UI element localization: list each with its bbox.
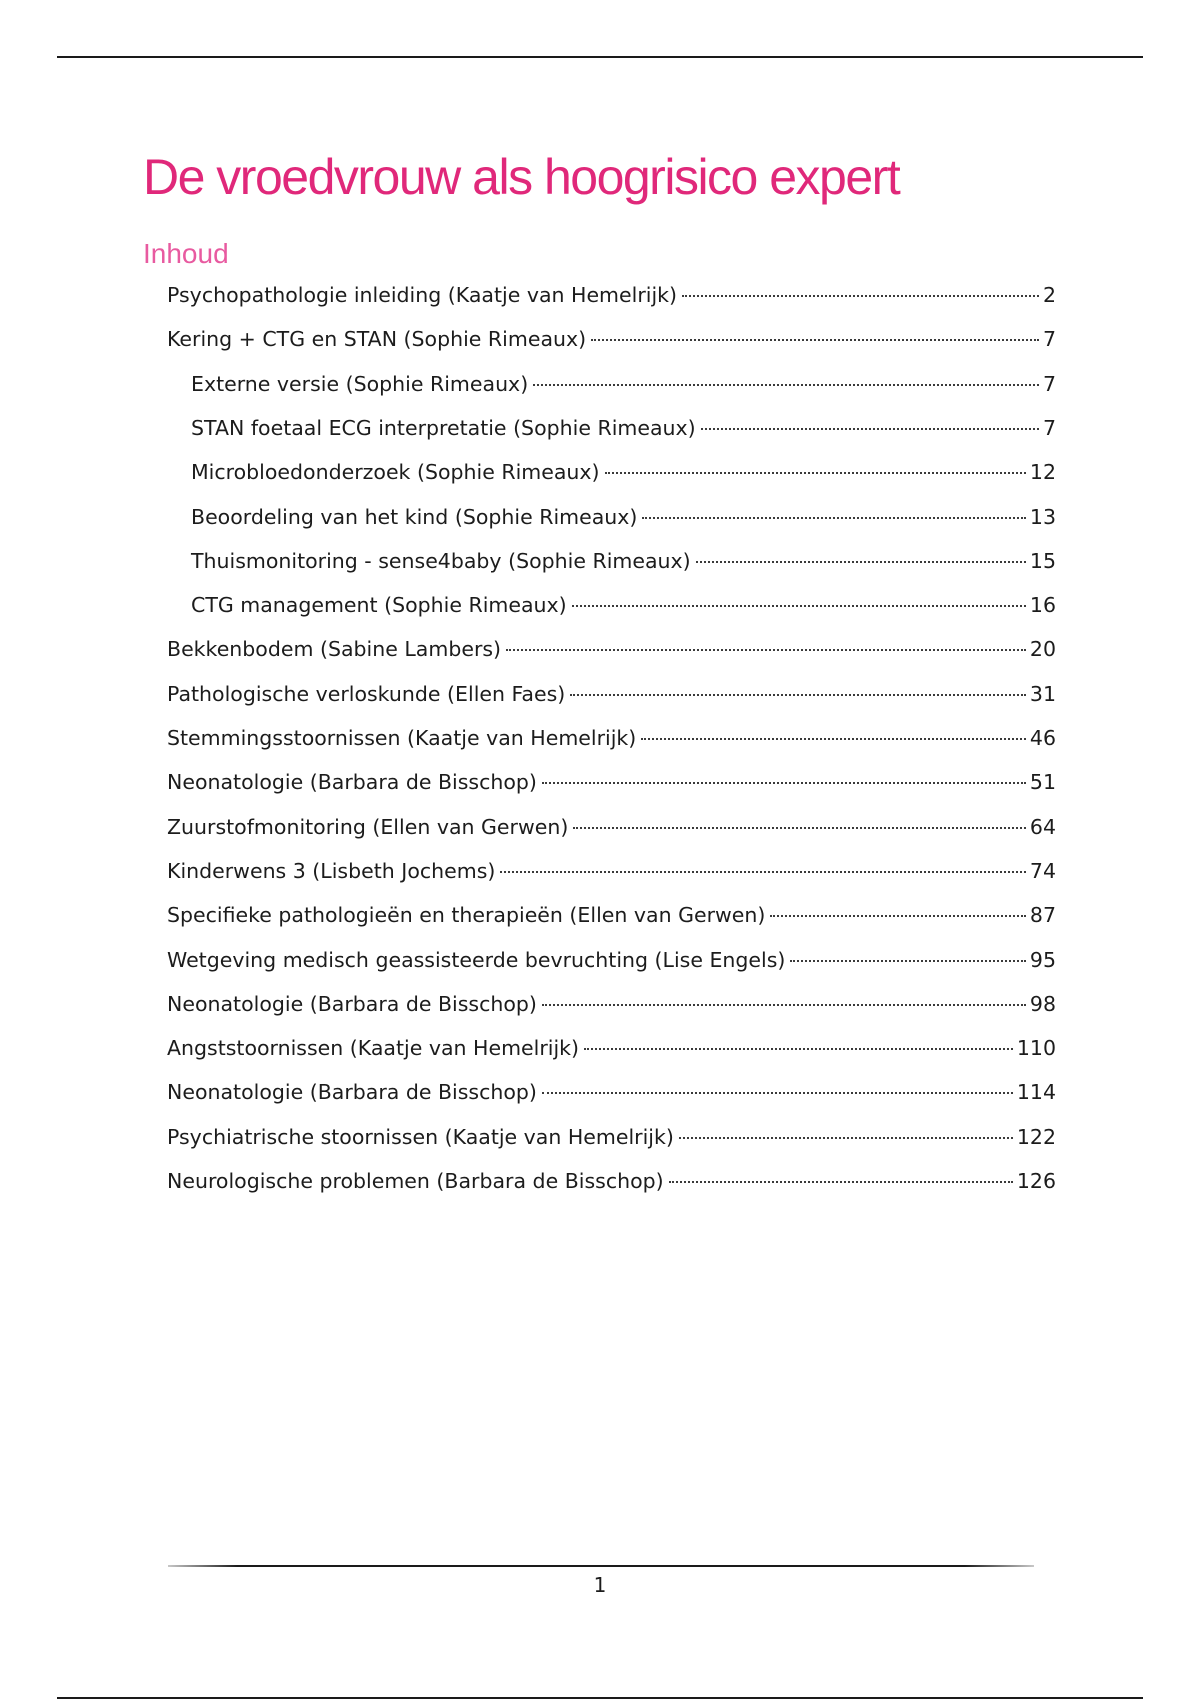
toc-entry-title: Bekkenbodem (Sabine Lambers) [167, 637, 502, 661]
toc-entry-title: Neonatologie (Barbara de Bisschop) [167, 992, 537, 1016]
toc-entry[interactable] [191, 413, 1056, 443]
toc-entry-page: 12 [1029, 460, 1056, 484]
toc-entry-page: 20 [1029, 637, 1056, 661]
toc-entry-page: 51 [1029, 770, 1056, 794]
toc-dot-leader [669, 1181, 1013, 1183]
toc-dot-leader [696, 561, 1026, 563]
page-number: 1 [593, 1573, 607, 1597]
toc-entry-page: 126 [1016, 1169, 1056, 1193]
toc-entry-title: Zuurstofmonitoring (Ellen van Gerwen) [167, 815, 569, 839]
toc-dot-leader [679, 1137, 1013, 1139]
toc-entry[interactable] [167, 856, 1056, 886]
toc-entry-title: Neurologische problemen (Barbara de Bisschop) [167, 1169, 664, 1193]
toc-entry-title: Pathologische verloskunde (Ellen Faes) [167, 682, 566, 706]
toc-entry-title: Beoordeling van het kind (Sophie Rimeaux) [191, 505, 638, 529]
toc-dot-leader [605, 472, 1026, 474]
toc-entry-page: 15 [1029, 549, 1056, 573]
toc-dot-leader [770, 915, 1026, 917]
toc-entry[interactable] [167, 1077, 1056, 1107]
toc-entry[interactable] [191, 502, 1056, 532]
page-top-border [57, 56, 1143, 58]
toc-entry-page: 7 [1042, 372, 1056, 396]
toc-entry[interactable] [167, 989, 1056, 1019]
toc-entry-page: 87 [1029, 903, 1056, 927]
toc-entry[interactable] [167, 767, 1056, 797]
toc-entry-title: Microbloedonderzoek (Sophie Rimeaux) [191, 460, 600, 484]
toc-entry-page: 110 [1016, 1036, 1056, 1060]
toc-entry-page: 64 [1029, 815, 1056, 839]
toc-entry[interactable] [167, 679, 1056, 709]
toc-dot-leader [500, 871, 1026, 873]
toc-entry[interactable] [167, 945, 1056, 975]
toc-heading: Inhoud [143, 238, 229, 269]
footer-divider [168, 1565, 1034, 1567]
toc-dot-leader [506, 649, 1026, 651]
toc-entry-page: 2 [1042, 283, 1056, 307]
toc-entry-title: Kering + CTG en STAN (Sophie Rimeaux) [167, 327, 587, 351]
toc-entry[interactable] [191, 590, 1056, 620]
document-title: De vroedvrouw als hoogrisico expert [143, 149, 900, 205]
toc-entry-page: 114 [1016, 1080, 1056, 1104]
toc-entry[interactable] [167, 1122, 1056, 1152]
toc-dot-leader [591, 339, 1039, 341]
toc-dot-leader [573, 827, 1026, 829]
toc-entry[interactable] [167, 280, 1056, 310]
toc-entry[interactable] [167, 812, 1056, 842]
toc-entry-title: Angststoornissen (Kaatje van Hemelrijk) [167, 1036, 580, 1060]
toc-entry-title: Kinderwens 3 (Lisbeth Jochems) [167, 859, 496, 883]
toc-dot-leader [682, 295, 1039, 297]
toc-entry-page: 74 [1029, 859, 1056, 883]
toc-entry-title: Externe versie (Sophie Rimeaux) [191, 372, 529, 396]
toc-entry-page: 7 [1042, 416, 1056, 440]
toc-entry-page: 122 [1016, 1125, 1056, 1149]
toc-entry-title: Psychopathologie inleiding (Kaatje van Hemelrijk) [167, 283, 678, 307]
toc-dot-leader [570, 694, 1026, 696]
toc-entry-page: 46 [1029, 726, 1056, 750]
toc-entry-page: 16 [1029, 593, 1056, 617]
toc-dot-leader [642, 517, 1026, 519]
toc-dot-leader [790, 960, 1026, 962]
toc-entry[interactable] [167, 1033, 1056, 1063]
toc-dot-leader [701, 428, 1039, 430]
toc-entry-title: Neonatologie (Barbara de Bisschop) [167, 1080, 537, 1104]
toc-entry[interactable] [167, 723, 1056, 753]
toc-dot-leader [542, 1092, 1013, 1094]
toc-entry-page: 13 [1029, 505, 1056, 529]
toc-dot-leader [641, 738, 1026, 740]
toc-dot-leader [542, 782, 1026, 784]
toc-dot-leader [572, 605, 1026, 607]
toc-entry-title: Neonatologie (Barbara de Bisschop) [167, 770, 537, 794]
toc-entry[interactable] [167, 324, 1056, 354]
toc-entry[interactable] [167, 1166, 1056, 1196]
toc-entry[interactable] [191, 369, 1056, 399]
toc-entry[interactable] [167, 900, 1056, 930]
toc-entry-title: Psychiatrische stoornissen (Kaatje van Hemelrijk) [167, 1125, 674, 1149]
toc-entry-title: CTG management (Sophie Rimeaux) [191, 593, 567, 617]
toc-entry-page: 95 [1029, 948, 1056, 972]
toc-entry-title: Thuismonitoring - sense4baby (Sophie Rimeaux) [191, 549, 691, 573]
toc-entry[interactable] [167, 634, 1056, 664]
toc-entry[interactable] [191, 546, 1056, 576]
page-bottom-border [57, 1697, 1143, 1699]
toc-entry-title: Specifieke pathologieën en therapieën (Ellen van Gerwen) [167, 903, 766, 927]
toc-dot-leader [533, 384, 1039, 386]
toc-entry[interactable] [191, 457, 1056, 487]
toc-entry-title: Wetgeving medisch geassisteerde bevruchting (Lise Engels) [167, 948, 786, 972]
toc-dot-leader [584, 1048, 1013, 1050]
toc-entry-page: 98 [1029, 992, 1056, 1016]
toc-dot-leader [542, 1004, 1026, 1006]
toc-entry-page: 31 [1029, 682, 1056, 706]
toc-entry-page: 7 [1042, 327, 1056, 351]
toc-entry-title: Stemmingsstoornissen (Kaatje van Hemelrijk) [167, 726, 637, 750]
toc-entry-title: STAN foetaal ECG interpretatie (Sophie Rimeaux) [191, 416, 696, 440]
